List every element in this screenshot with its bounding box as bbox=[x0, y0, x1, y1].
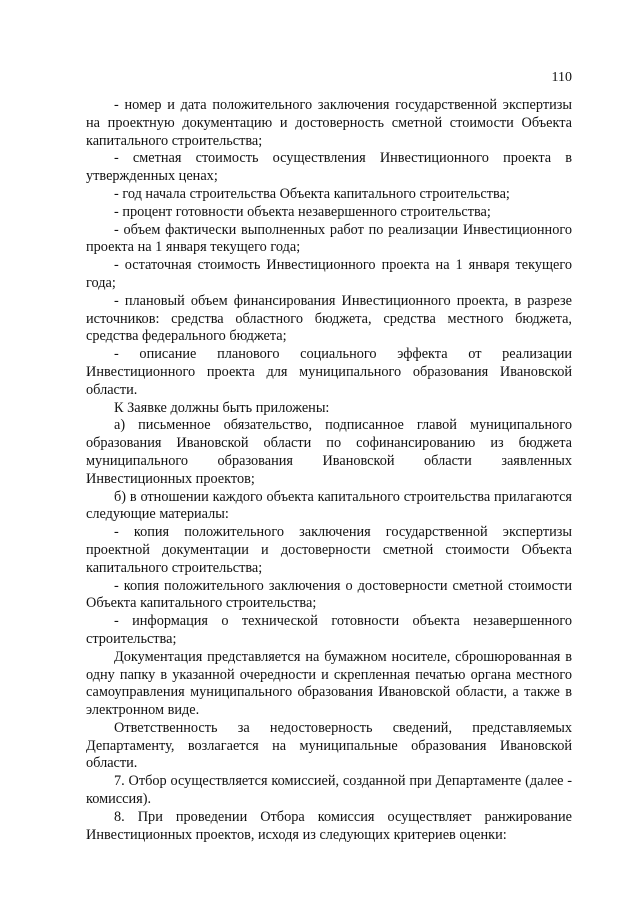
page-number: 110 bbox=[551, 70, 572, 85]
item-social-effect: - описание планового социального эффекта от реализации Инвестиционного проекта для муниципального образования Ивановской области. bbox=[86, 346, 572, 398]
attachments-heading: К Заявке должны быть приложены: bbox=[114, 399, 330, 416]
material-cost-reliability-copy: - копия положительного заключения о достоверности сметной стоимости Объекта капитального строительства; bbox=[86, 577, 572, 612]
document-body bbox=[86, 97, 572, 844]
item-completion-percent: - процент готовности объекта незавершенного строительства; bbox=[114, 203, 491, 220]
attachment-a: а) письменное обязательство, подписанное главой муниципального образования Ивановской области по софинансированию из бюджета муниципального образования Ивановской области заявленных Инвестиционных проектов; bbox=[86, 417, 572, 487]
material-expertise-copy: - копия положительного заключения государственной экспертизы проектной документации и достоверности сметной стоимости Объекта капитального строительства; bbox=[86, 524, 572, 576]
clause-8: 8. При проведении Отбора комиссия осуществляет ранжирование Инвестиционных проектов, исходя из следующих критериев оценки: bbox=[86, 808, 572, 843]
item-planned-financing: - плановый объем финансирования Инвестиционного проекта, в разрезе источников: средства областного бюджета, средства местного бюджета, средства федерального бюджета; bbox=[86, 292, 572, 345]
item-work-volume: - объем фактически выполненных работ по реализации Инвестиционного проекта на 1 января текущего года; bbox=[86, 221, 572, 256]
item-estimated-cost: - сметная стоимость осуществления Инвестиционного проекта в утвержденных ценах; bbox=[86, 150, 572, 185]
material-technical-readiness: - информация о технической готовности объекта незавершенного строительства; bbox=[86, 613, 572, 647]
item-expertise-conclusion: - номер и дата положительного заключения государственной экспертизы на проектную документацию и достоверность сметной стоимости Объекта капитального строительства; bbox=[86, 97, 572, 149]
attachment-b: б) в отношении каждого объекта капитального строительства прилагаются следующие материалы: bbox=[86, 488, 572, 523]
documentation-submission: Документация представляется на бумажном носителе, сброшюрованная в одну папку в указанной очередности и скрепленная печатью органа местного самоуправления муниципального образования Ивановской области, а также в электронном виде. bbox=[86, 648, 572, 719]
item-construction-start-year: - год начала строительства Объекта капитального строительства; bbox=[114, 185, 510, 202]
clause-7: 7. Отбор осуществляется комиссией, созданной при Департаменте (далее - комиссия). bbox=[86, 773, 572, 808]
item-residual-cost: - остаточная стоимость Инвестиционного проекта на 1 января текущего года; bbox=[86, 257, 572, 291]
responsibility-clause: Ответственность за недостоверность сведений, представляемых Департаменту, возлагается на муниципальные образования Ивановской области. bbox=[86, 719, 572, 772]
